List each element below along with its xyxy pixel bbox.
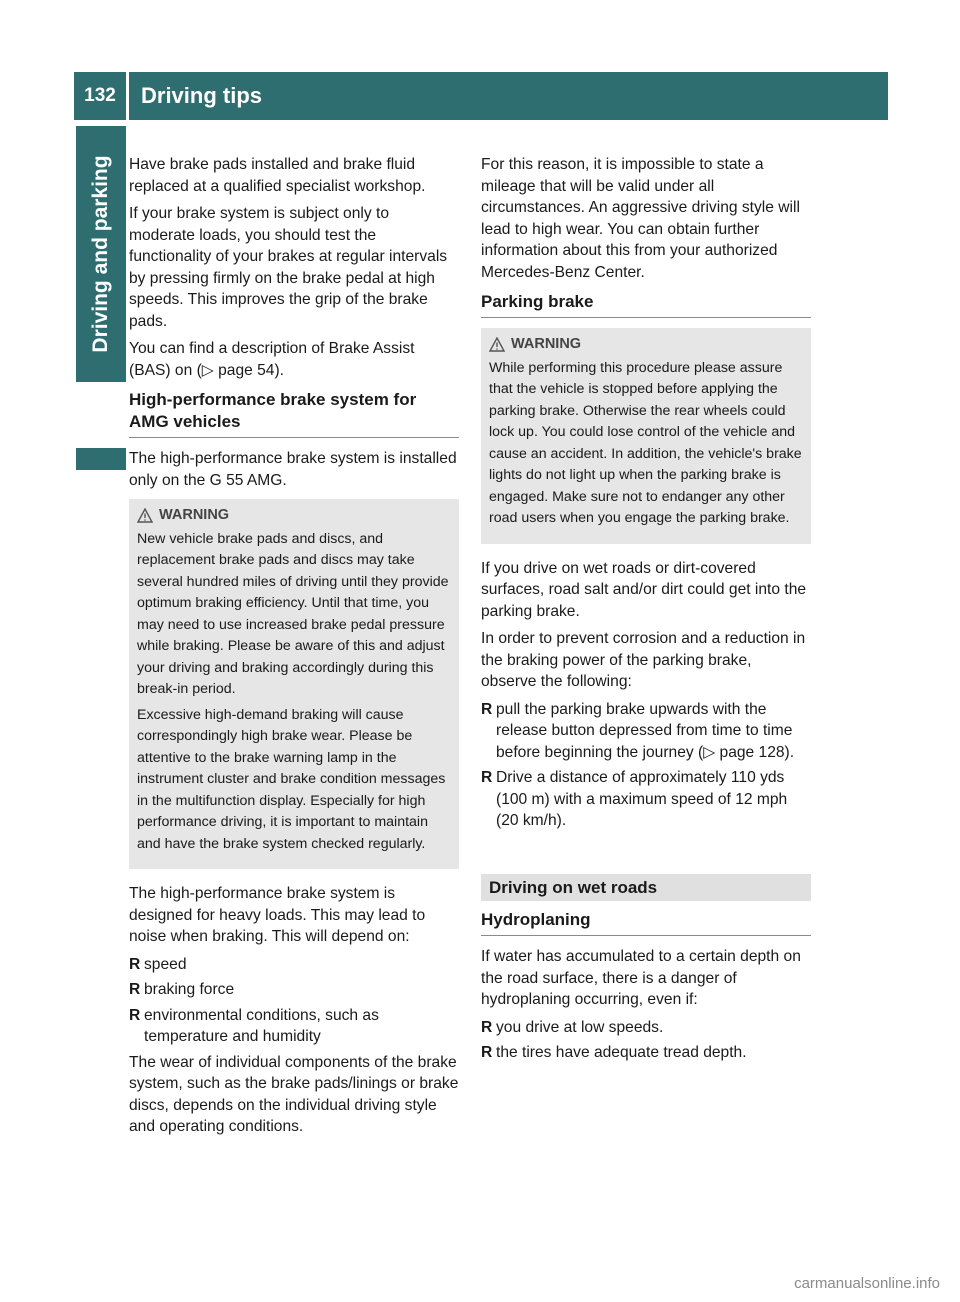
paragraph: If your brake system is subject only to moderate loads, you should test the functionality of your brakes at regular intervals by pressing firmly on the brake pedal at high speeds. This improves the grip of the brake pads. xyxy=(129,205,448,330)
paragraph: The high-performance brake system is designed for heavy loads. This may lead to noise when braking. This will depend on: xyxy=(129,885,426,945)
list-item-text: speed xyxy=(144,955,187,973)
list-item: R you drive at low speeds. xyxy=(481,1018,664,1036)
paragraph: The wear of individual components of the brake system, such as the brake pads/linings or brake discs, depends on the individual driving style and operating conditions. xyxy=(129,1053,459,1135)
right-column xyxy=(481,154,811,1068)
paragraph: If you drive on wet roads or dirt-covered surfaces, road salt and/or dirt could get into the parking brake. xyxy=(481,559,807,620)
section-heading xyxy=(129,389,459,438)
section-heading xyxy=(481,291,811,318)
bullet-list xyxy=(481,1017,811,1064)
warning-title xyxy=(137,505,451,527)
paragraph: If water has accumulated to a certain depth on the road surface, there is a danger of hydroplaning occurring, even if: xyxy=(481,948,801,1008)
list-item: R braking force xyxy=(129,981,235,998)
warning-title-text: WARNING xyxy=(159,507,230,523)
section-heading xyxy=(481,909,811,936)
warning-text: While performing this procedure please assure that the vehicle is stopped before applying the parking brake. Otherwise the rear wheels could lock up. You could lose control of the vehicle and cause an accident. In addition, the vehicle's brake lights do not light up when the parking brake is engaged. Make sure not to endanger any other road users when you engage the parking brake. xyxy=(489,359,802,526)
list-item-text: Drive a distance of approximately 110 yds (100 m) with a maximum speed of 12 mph (20 km/h). xyxy=(496,769,788,829)
list-item-text: braking force xyxy=(144,981,235,998)
heading-text: Parking brake xyxy=(481,292,594,311)
paragraph: The high-performance brake system is installed only on the G 55 AMG. xyxy=(129,450,457,489)
paragraph: For this reason, it is impossible to state a mileage that will be valid under all circumstances. An aggressive driving style will lead to high wear. You can obtain further information about this from your authorized Mercedes-Benz Center. xyxy=(481,156,800,281)
warning-title-text: WARNING xyxy=(511,336,582,352)
heading-text: High-performance brake system for AMG vehicles xyxy=(129,390,417,431)
list-item: R the tires have adequate tread depth. xyxy=(481,1044,747,1061)
list-item-text: the tires have adequate tread depth. xyxy=(496,1044,747,1061)
page-title: Driving tips xyxy=(129,72,888,120)
list-item-text: pull the parking brake upwards with the release button depressed from time to time before beginning the journey (▷ page 128). xyxy=(496,700,795,761)
warning-box xyxy=(481,328,811,544)
bullet-list xyxy=(129,954,459,1048)
heading-text: Hydroplaning xyxy=(481,910,591,929)
page-number: 132 xyxy=(74,72,126,120)
left-column xyxy=(129,154,459,1144)
warning-text: New vehicle brake pads and discs, and replacement brake pads and discs may take several hundred miles of driving until they provide optimum braking efficiency. Until that time, you may need to use increased brake pedal pressure while braking. Please be aware of this and adjust your driving and braking accordingly during this break-in period. xyxy=(137,530,449,697)
list-item-text: environmental conditions, such as temperature and humidity xyxy=(144,1006,379,1045)
list-item-text: you drive at low speeds. xyxy=(496,1018,664,1036)
list-item: R Drive a distance of approximately 110 yds (100 m) with a maximum speed of 12 mph (20 km/h). xyxy=(481,769,788,829)
warning-triangle-icon xyxy=(137,508,153,523)
warning-text: Excessive high-demand braking will cause correspondingly high brake wear. Please be attentive to the brake warning lamp in the instrument cluster and brake condition messages in the multifunction display. Especially for high performance driving, it is important to maintain and have the brake system checked regularly. xyxy=(137,706,446,852)
section-bar: Driving on wet roads xyxy=(481,874,811,902)
bullet-list xyxy=(481,699,811,832)
list-item: R pull the parking brake upwards with the release button depressed from time to time before beginning the journey (▷ page 128). xyxy=(481,700,795,761)
paragraph: Have brake pads installed and brake fluid replaced at a qualified specialist workshop. xyxy=(129,156,426,195)
paragraph: You can find a description of Brake Assist (BAS) on (▷ page 54). xyxy=(129,340,415,379)
sidebar-marker xyxy=(76,448,126,470)
warning-triangle-icon xyxy=(489,337,505,352)
warning-title xyxy=(489,334,803,356)
paragraph: In order to prevent corrosion and a reduction in the braking power of the parking brake, observe the following: xyxy=(481,630,806,690)
warning-box xyxy=(129,499,459,869)
list-item: R speed xyxy=(129,955,187,973)
list-item: R environmental conditions, such as temperature and humidity xyxy=(129,1006,379,1045)
sidebar-label: Driving and parking xyxy=(89,155,112,353)
watermark: carmanualsonline.info xyxy=(794,1275,940,1292)
